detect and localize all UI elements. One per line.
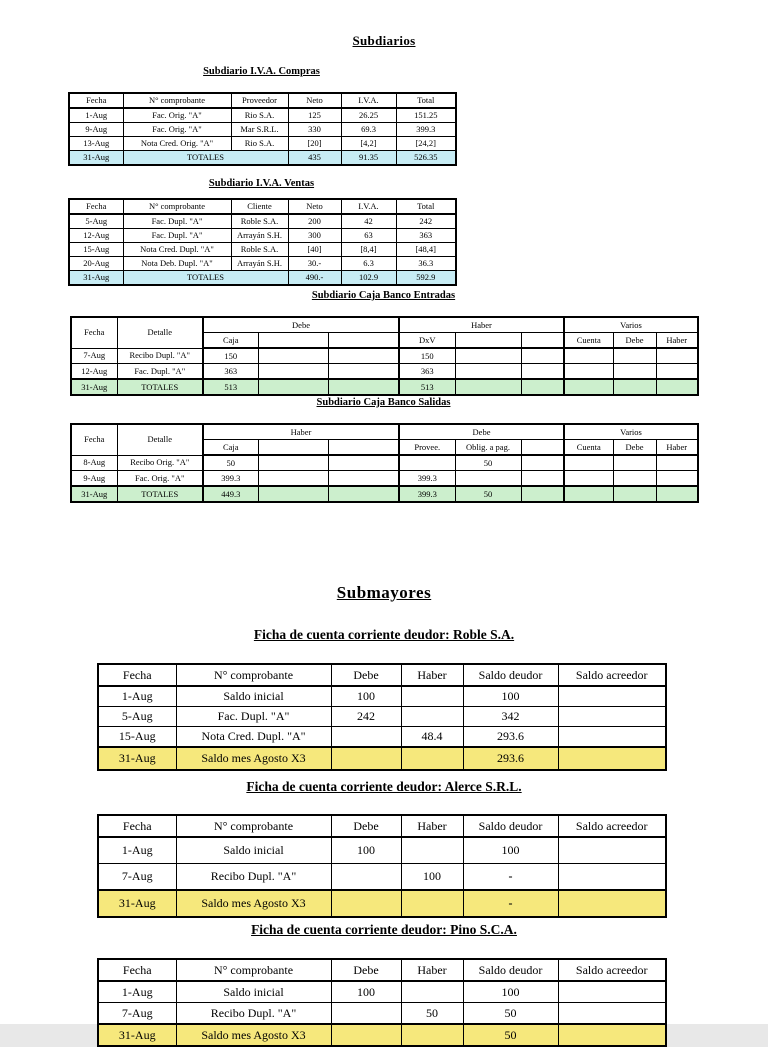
table-cell: 7-Aug (98, 864, 176, 891)
table-cell (521, 348, 564, 364)
table-cell: Arrayán S.H. (231, 257, 288, 271)
table-row (69, 137, 456, 151)
column-header: Total (396, 93, 456, 108)
table-cell (401, 1024, 463, 1046)
column-header: Haber (401, 959, 463, 981)
table-cell: TOTALES (123, 271, 288, 286)
column-header: Saldo deudor (463, 815, 558, 837)
table-cell (564, 471, 613, 487)
table-cell: Recibo Dupl. "A" (117, 348, 203, 364)
table-cell: 363 (399, 364, 455, 380)
header-row (69, 199, 456, 214)
column-header: Haber (656, 440, 698, 456)
table-cell (613, 348, 656, 364)
table-cell: 9-Aug (69, 123, 123, 137)
table-cell: 1-Aug (98, 837, 176, 864)
table-cell (258, 364, 328, 380)
table-cell: 7-Aug (98, 1003, 176, 1025)
table-row (98, 837, 666, 864)
table-cell: Saldo mes Agosto X3 (176, 890, 331, 917)
table-row (69, 243, 456, 257)
header-row (98, 664, 666, 686)
table-cell (656, 455, 698, 471)
table-cell: Saldo mes Agosto X3 (176, 1024, 331, 1046)
totals-row (71, 379, 698, 395)
table-cell: 100 (463, 981, 558, 1003)
totals-row (69, 271, 456, 286)
column-header: Saldo acreedor (558, 815, 666, 837)
section-title-ficha-alerce: Ficha de cuenta corriente deudor: Alerce S.R.L. (246, 779, 522, 794)
table-cell: TOTALES (117, 486, 203, 502)
column-header (328, 333, 399, 349)
table-cell: 293.6 (463, 747, 558, 770)
table-cell: 31-Aug (71, 486, 117, 502)
table-cell: 5-Aug (98, 707, 176, 727)
column-header (521, 333, 564, 349)
column-header: Neto (288, 199, 341, 214)
column-header: Caja (203, 333, 258, 349)
table-cell: Mar S.R.L. (231, 123, 288, 137)
table-cell (401, 890, 463, 917)
table-cell (331, 1024, 401, 1046)
table-cell: 151.25 (396, 108, 456, 123)
table-cell (521, 379, 564, 395)
table-cell: Saldo inicial (176, 981, 331, 1003)
column-header: Debe (613, 440, 656, 456)
table-cell: Roble S.A. (231, 243, 288, 257)
table-cell: 6.3 (341, 257, 396, 271)
header-row (98, 815, 666, 837)
table-cell: 100 (401, 864, 463, 891)
column-header: Varios (564, 424, 698, 440)
table-cell: 399.3 (396, 123, 456, 137)
table-cell (328, 455, 399, 471)
column-header: Debe (331, 815, 401, 837)
table-cell: Fac. Dupl. "A" (123, 229, 231, 243)
table-cell: 513 (399, 379, 455, 395)
table-cell: Arrayán S.H. (231, 229, 288, 243)
table-cell (521, 455, 564, 471)
table-cell (613, 486, 656, 502)
table-cell (331, 747, 401, 770)
column-header: N° comprobante (176, 815, 331, 837)
table-cell: Fac. Orig. "A" (123, 123, 231, 137)
table-cell: 490.- (288, 271, 341, 286)
table-cell (564, 455, 613, 471)
table-ficha-alerce (97, 814, 667, 918)
column-header: Debe (203, 317, 399, 333)
table-cell (455, 471, 521, 487)
column-header: Caja (203, 440, 258, 456)
table-cell: Recibo Dupl. "A" (176, 864, 331, 891)
table-cell: 100 (331, 686, 401, 707)
table-cell: - (463, 890, 558, 917)
table-cell: 31-Aug (98, 747, 176, 770)
table-cell (558, 1003, 666, 1025)
table-cell: Recibo Orig. "A" (117, 455, 203, 471)
table-row (69, 229, 456, 243)
table-cell: TOTALES (123, 151, 288, 166)
table-cell: 100 (463, 686, 558, 707)
header-row (69, 93, 456, 108)
table-cell (558, 981, 666, 1003)
table-cell (564, 486, 613, 502)
column-header: N° comprobante (176, 959, 331, 981)
totals-row (98, 747, 666, 770)
table-cell (521, 486, 564, 502)
table-cell (564, 364, 613, 380)
table-cell: 30.- (288, 257, 341, 271)
column-header: I.V.A. (341, 199, 396, 214)
table-cell: 50 (463, 1024, 558, 1046)
table-cell: 69.3 (341, 123, 396, 137)
table-row (69, 123, 456, 137)
table-cell (656, 364, 698, 380)
table-cell (613, 379, 656, 395)
column-header: Haber (203, 424, 399, 440)
column-header: Detalle (117, 317, 203, 348)
column-header: Debe (399, 424, 564, 440)
table-cell (521, 364, 564, 380)
table-cell (331, 864, 401, 891)
column-header: Debe (331, 959, 401, 981)
table-cell: 399.3 (399, 471, 455, 487)
table-cell: Fac. Dupl. "A" (176, 707, 331, 727)
table-cell (401, 837, 463, 864)
table-cell (401, 686, 463, 707)
table-cell (558, 837, 666, 864)
totals-row (98, 890, 666, 917)
table-cell: 449.3 (203, 486, 258, 502)
column-header: Haber (401, 664, 463, 686)
table-cell (258, 348, 328, 364)
table-cell: 36.3 (396, 257, 456, 271)
table-cell: Fac. Dupl. "A" (123, 214, 231, 229)
column-header: Fecha (71, 424, 117, 455)
table-cell: 50 (401, 1003, 463, 1025)
table-cell: Saldo inicial (176, 686, 331, 707)
table-cell: 200 (288, 214, 341, 229)
section-title-iva-ventas: Subdiario I.V.A. Ventas (208, 178, 315, 189)
table-cell: 592.9 (396, 271, 456, 286)
table-cell (558, 1024, 666, 1046)
table-cell: 50 (455, 486, 521, 502)
table-cell (258, 379, 328, 395)
column-header: Oblig. a pag. (455, 440, 521, 456)
table-cell (558, 707, 666, 727)
table-iva-compras (68, 92, 457, 166)
section-title-ficha-pino: Ficha de cuenta corriente deudor: Pino S.C.A. (251, 922, 517, 937)
table-cell: [20] (288, 137, 341, 151)
table-cell: 91.35 (341, 151, 396, 166)
header-row (71, 317, 698, 333)
table-cell (328, 471, 399, 487)
table-row (98, 727, 666, 748)
table-cell: - (463, 864, 558, 891)
table-cell: Saldo inicial (176, 837, 331, 864)
table-cell: 31-Aug (69, 151, 123, 166)
table-cell: 31-Aug (69, 271, 123, 286)
table-cell (401, 707, 463, 727)
table-row (98, 707, 666, 727)
table-cell: 363 (203, 364, 258, 380)
table-cell (455, 348, 521, 364)
column-header (455, 333, 521, 349)
table-cell: 242 (331, 707, 401, 727)
section-title-caja-banco-entradas: Subdiario Caja Banco Entradas (311, 290, 456, 301)
totals-row (71, 486, 698, 502)
table-cell: Nota Deb. Dupl. "A" (123, 257, 231, 271)
table-cell: 150 (203, 348, 258, 364)
table-cell (455, 364, 521, 380)
table-iva-ventas (68, 198, 457, 286)
section-title-iva-compras: Subdiario I.V.A. Compras (203, 66, 320, 77)
table-cell: [48,4] (396, 243, 456, 257)
column-header: Neto (288, 93, 341, 108)
table-cell (328, 364, 399, 380)
table-row (69, 257, 456, 271)
column-header: Saldo deudor (463, 959, 558, 981)
column-header: Proveedor (231, 93, 288, 108)
header-row (71, 424, 698, 440)
table-cell: 1-Aug (98, 686, 176, 707)
column-header: Haber (399, 317, 564, 333)
column-header: Saldo deudor (463, 664, 558, 686)
table-cell: 63 (341, 229, 396, 243)
table-cell: [8,4] (341, 243, 396, 257)
table-cell: 13-Aug (69, 137, 123, 151)
table-cell: 12-Aug (69, 229, 123, 243)
column-header: Haber (401, 815, 463, 837)
table-cell (656, 471, 698, 487)
table-cell: Rio S.A. (231, 108, 288, 123)
table-cell: 8-Aug (71, 455, 117, 471)
table-row (71, 348, 698, 364)
table-cell (399, 455, 455, 471)
table-cell: [4,2] (341, 137, 396, 151)
table-cell: 9-Aug (71, 471, 117, 487)
totals-row (98, 1024, 666, 1046)
column-header: N° comprobante (123, 199, 231, 214)
table-cell: 42 (341, 214, 396, 229)
table-cell: 399.3 (203, 471, 258, 487)
table-cell: Rio S.A. (231, 137, 288, 151)
table-cell: 5-Aug (69, 214, 123, 229)
table-cell: 293.6 (463, 727, 558, 748)
table-ficha-roble (97, 663, 667, 771)
column-header: Debe (331, 664, 401, 686)
table-row (98, 1003, 666, 1025)
section-title-caja-banco-salidas: Subdiario Caja Banco Salidas (316, 397, 451, 408)
table-cell: 50 (455, 455, 521, 471)
column-header: N° comprobante (123, 93, 231, 108)
table-cell (401, 981, 463, 1003)
table-cell: 513 (203, 379, 258, 395)
table-cell: 363 (396, 229, 456, 243)
table-cell (613, 455, 656, 471)
table-row (71, 471, 698, 487)
column-header: Total (396, 199, 456, 214)
column-header: DxV (399, 333, 455, 349)
table-cell (328, 348, 399, 364)
submayores-title: Submayores (336, 583, 432, 602)
table-cell: 342 (463, 707, 558, 727)
column-header: Fecha (98, 815, 176, 837)
table-cell (331, 727, 401, 748)
table-row (71, 364, 698, 380)
column-header (521, 440, 564, 456)
table-cell (401, 747, 463, 770)
table-cell (258, 455, 328, 471)
column-header: Detalle (117, 424, 203, 455)
table-row (98, 686, 666, 707)
table-cell: 20-Aug (69, 257, 123, 271)
table-cell: 15-Aug (98, 727, 176, 748)
table-cell: 7-Aug (71, 348, 117, 364)
table-cell: 242 (396, 214, 456, 229)
table-cell: 526.35 (396, 151, 456, 166)
table-cell: Saldo mes Agosto X3 (176, 747, 331, 770)
document-title: Subdiarios (352, 33, 416, 48)
column-header: Fecha (98, 959, 176, 981)
column-header: Cliente (231, 199, 288, 214)
table-cell (331, 890, 401, 917)
table-caja-banco-entradas (70, 316, 699, 396)
column-header: Fecha (71, 317, 117, 348)
table-cell (656, 486, 698, 502)
table-cell: 102.9 (341, 271, 396, 286)
table-cell: 1-Aug (98, 981, 176, 1003)
table-cell: Nota Cred. Dupl. "A" (176, 727, 331, 748)
table-cell (656, 379, 698, 395)
table-cell (258, 486, 328, 502)
column-header: Fecha (98, 664, 176, 686)
column-header: Debe (613, 333, 656, 349)
table-cell: Nota Cred. Dupl. "A" (123, 243, 231, 257)
table-cell: [40] (288, 243, 341, 257)
table-cell (564, 379, 613, 395)
column-header: Haber (656, 333, 698, 349)
table-cell: 31-Aug (71, 379, 117, 395)
table-cell (558, 686, 666, 707)
column-header: Saldo acreedor (558, 959, 666, 981)
totals-row (69, 151, 456, 166)
column-header: Provee. (399, 440, 455, 456)
table-cell: 15-Aug (69, 243, 123, 257)
table-cell: Fac. Orig. "A" (117, 471, 203, 487)
table-cell (558, 864, 666, 891)
column-header: Varios (564, 317, 698, 333)
column-header: Saldo acreedor (558, 664, 666, 686)
table-cell: Recibo Dupl. "A" (176, 1003, 331, 1025)
table-cell: 26.25 (341, 108, 396, 123)
table-cell (258, 471, 328, 487)
table-cell (564, 348, 613, 364)
column-header: Cuenta (564, 333, 613, 349)
table-cell: 100 (463, 837, 558, 864)
table-cell: 300 (288, 229, 341, 243)
table-cell: 100 (331, 981, 401, 1003)
table-row (69, 214, 456, 229)
column-header (328, 440, 399, 456)
table-cell: Nota Cred. Orig. "A" (123, 137, 231, 151)
table-cell: TOTALES (117, 379, 203, 395)
table-cell: 399.3 (399, 486, 455, 502)
table-cell (613, 364, 656, 380)
table-cell: 48.4 (401, 727, 463, 748)
column-header: Fecha (69, 199, 123, 214)
table-cell (656, 348, 698, 364)
table-cell: 12-Aug (71, 364, 117, 380)
table-cell: 50 (463, 1003, 558, 1025)
table-cell: 50 (203, 455, 258, 471)
section-title-ficha-roble: Ficha de cuenta corriente deudor: Roble S.A. (253, 627, 515, 642)
table-cell (558, 890, 666, 917)
table-cell: Fac. Dupl. "A" (117, 364, 203, 380)
table-row (69, 108, 456, 123)
column-header: N° comprobante (176, 664, 331, 686)
table-caja-banco-salidas (70, 423, 699, 503)
table-cell: 150 (399, 348, 455, 364)
table-cell: [24,2] (396, 137, 456, 151)
table-row (98, 864, 666, 891)
table-cell (521, 471, 564, 487)
table-cell (558, 747, 666, 770)
header-row (98, 959, 666, 981)
column-header: I.V.A. (341, 93, 396, 108)
column-header: Fecha (69, 93, 123, 108)
table-row (71, 455, 698, 471)
table-cell: 125 (288, 108, 341, 123)
table-cell (558, 727, 666, 748)
table-cell: 435 (288, 151, 341, 166)
table-ficha-pino (97, 958, 667, 1047)
column-header (258, 333, 328, 349)
table-cell (328, 379, 399, 395)
table-cell: 31-Aug (98, 890, 176, 917)
table-cell: 31-Aug (98, 1024, 176, 1046)
table-cell (613, 471, 656, 487)
table-cell: Fac. Orig. "A" (123, 108, 231, 123)
table-cell: 1-Aug (69, 108, 123, 123)
table-cell (328, 486, 399, 502)
table-cell: Roble S.A. (231, 214, 288, 229)
table-cell (331, 1003, 401, 1025)
table-cell: 330 (288, 123, 341, 137)
table-row (98, 981, 666, 1003)
table-cell: 100 (331, 837, 401, 864)
column-header (258, 440, 328, 456)
table-cell (455, 379, 521, 395)
column-header: Cuenta (564, 440, 613, 456)
